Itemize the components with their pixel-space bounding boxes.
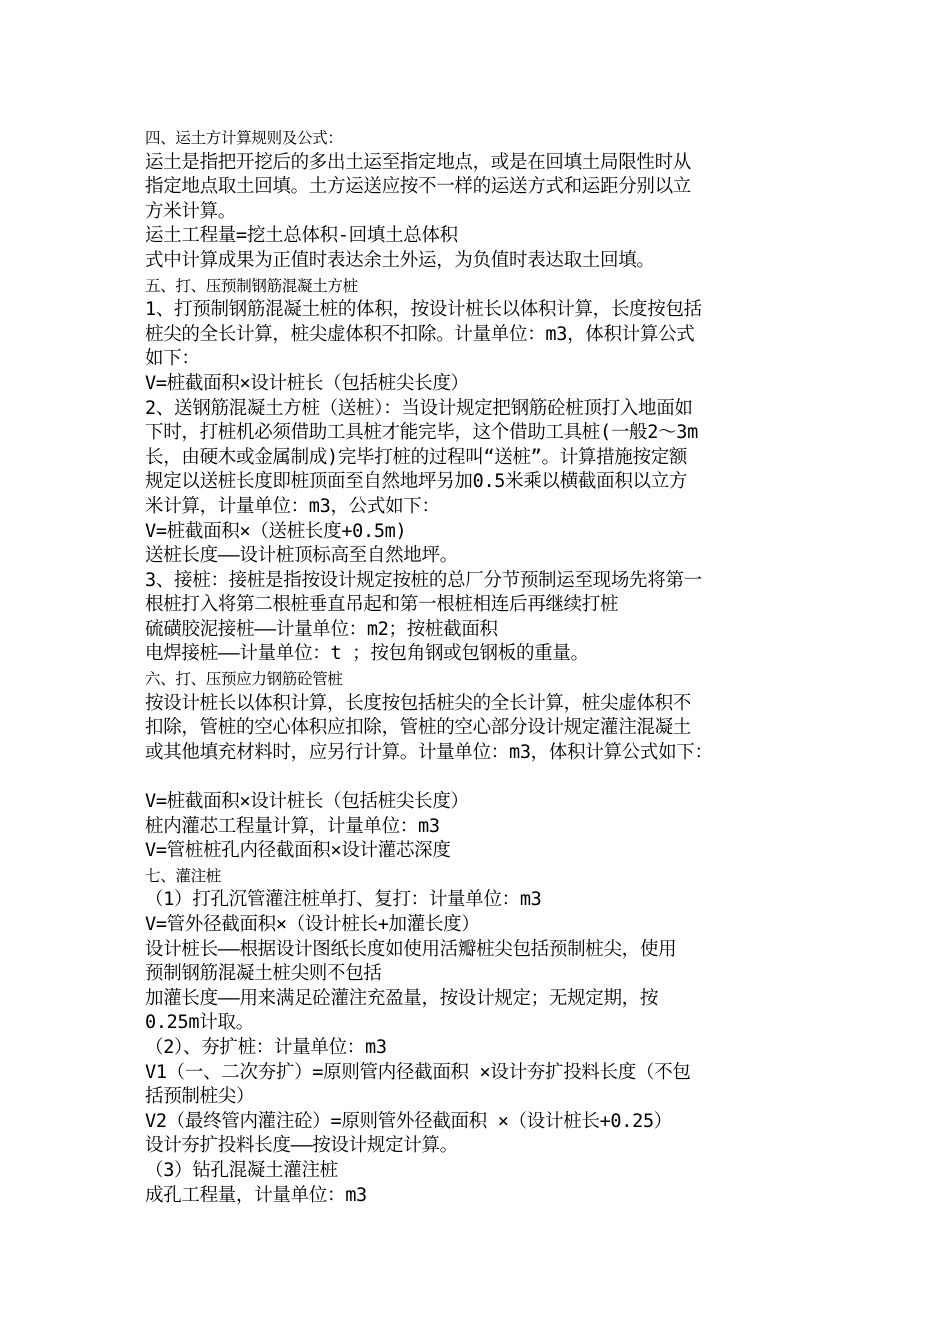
formula-line: V=管桩桩孔内径截面积×设计灌芯深度 [145, 840, 451, 862]
text-line: 送桩长度——设计桩顶标高至自然地坪。 [145, 545, 458, 567]
formula-line: V=桩截面积×设计桩长（包括桩尖长度） [145, 372, 469, 394]
text-line: （1）打孔沉管灌注桩单打、复打：计量单位：m3 [145, 889, 542, 911]
text-line: 预制钢筋混凝土桩尖则不包括 [145, 963, 382, 985]
text-line: 式中计算成果为正值时表达余土外运，为负值时表达取土回填。 [145, 249, 655, 271]
text-line: 1、打预制钢筋混凝土桩的体积，按设计桩长以体积计算，长度按包括 [145, 299, 702, 321]
formula-line: V=桩截面积×（送桩长度+0.5m) [145, 520, 407, 542]
text-line: （3）钻孔混凝土灌注桩 [145, 1159, 338, 1181]
formula-line: 运土工程量=挖土总体积-回填土总体积 [145, 225, 458, 247]
blank-line [145, 765, 815, 790]
text-line: 运土是指把开挖后的多出土运至指定地点，或是在回填土局限性时从 [145, 151, 692, 173]
text-line: 如下： [145, 348, 200, 370]
text-line: 桩尖的全长计算，桩尖虚体积不扣除。计量单位：m3，体积计算公式 [145, 323, 695, 345]
text-line: （2）、夯扩桩：计量单位：m3 [145, 1036, 387, 1058]
text-line: 扣除，管桩的空心体积应扣除，管桩的空心部分设计规定灌注混凝土 [145, 717, 692, 739]
text-line: 根桩打入将第二根桩垂直吊起和第一根桩相连后再继续打桩 [145, 594, 619, 616]
text-line: 指定地点取土回填。土方运送应按不一样的运送方式和运距分别以立 [145, 176, 692, 198]
text-line: 方米计算。 [145, 200, 237, 222]
formula-line: V=管外径截面积×（设计桩长+加灌长度） [145, 914, 480, 935]
section-heading-7: 七、灌注桩 [145, 866, 222, 885]
text-line: 加灌长度——用来满足砼灌注充盈量，按设计规定；无规定期，按 [145, 987, 659, 1009]
section-heading-5: 五、打、压预制钢筋混凝土方桩 [145, 276, 358, 295]
text-line: 设计桩长——根据设计图纸长度如使用活瓣桩尖包括预制桩尖，使用 [145, 938, 677, 960]
text-line: 或其他填充材料时，应另行计算。计量单位：m3，体积计算公式如下： [145, 741, 713, 763]
section-heading-4: 四、运土方计算规则及公式： [145, 129, 343, 147]
text-line: 下时，打桩机必须借助工具桩才能完毕，这个借助工具桩(一般2～3m [145, 422, 698, 444]
text-line: 设计夯扩投料长度——按设计规定计算。 [145, 1135, 458, 1157]
text-line: 规定以送桩长度即桩顶面至自然地坪另加0.5米乘以横截面积以立方 [145, 471, 688, 493]
text-line: 2、送钢筋混凝土方桩（送桩）：当设计规定把钢筋砼桩顶打入地面如 [145, 397, 693, 419]
section-heading-6: 六、打、压预应力钢筋砼管桩 [145, 670, 343, 689]
text-line: 米计算，计量单位：m3，公式如下： [145, 495, 440, 517]
text-line: 0.25m计取。 [145, 1012, 254, 1034]
formula-line: V1（一、二次夯扩）=原则管内径截面积 ×设计夯扩投料长度（不包 [145, 1061, 691, 1083]
document-body [145, 126, 815, 1208]
text-line: 电焊接桩——计量单位：t ；按包角钢或包钢板的重量。 [145, 643, 589, 665]
text-line: 3、接桩：接桩是指按设计规定按桩的总厂分节预制运至现场先将第一 [145, 569, 702, 591]
formula-line: V2（最终管内灌注砼）=原则管外径截面积 ×（设计桩长+0.25） [145, 1110, 672, 1132]
text-line: 长，由硬木或金属制成)完毕打桩的过程叫“送桩”。计算措施按定额 [145, 446, 688, 468]
text-line: 成孔工程量，计量单位：m3 [145, 1184, 367, 1206]
text-line: 硫磺胶泥接桩——计量单位：m2；按桩截面积 [145, 618, 498, 640]
formula-line: V=桩截面积×设计桩长（包括桩尖长度） [145, 791, 469, 813]
text-line: 桩内灌芯工程量计算，计量单位：m3 [145, 815, 440, 837]
text-line: 括预制桩尖） [145, 1086, 255, 1108]
text-line: 按设计桩长以体积计算，长度按包括桩尖的全长计算，桩尖虚体积不 [145, 692, 692, 714]
